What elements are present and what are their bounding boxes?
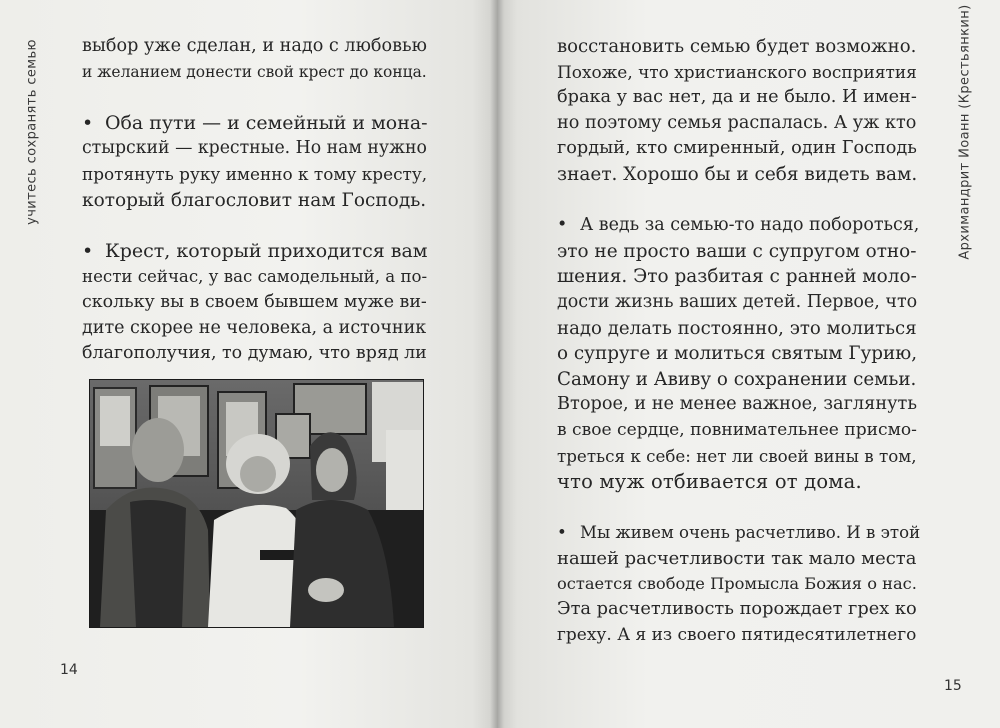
text-line xyxy=(82,136,427,162)
text-line-content: который благословит нам Господь. xyxy=(82,189,427,211)
text-line-content: Эта расчетливость порождает грех ко xyxy=(557,599,917,620)
text-line xyxy=(557,316,917,342)
text-line xyxy=(557,418,917,444)
text-line-content: шения. Это разбитая с ранней моло- xyxy=(557,266,917,288)
left-running-head: учитесь сохранять семью xyxy=(24,39,40,225)
text-line-content: дите скорее не человека, а источник xyxy=(82,317,427,338)
text-line-content: нашей расчетливости так мало места xyxy=(557,547,917,569)
text-line xyxy=(557,367,917,393)
right-page-number: 15 xyxy=(944,678,962,694)
text-line-content: гордый, кто смиренный, один Господь xyxy=(557,138,917,159)
paragraph-gap xyxy=(557,495,917,521)
text-line xyxy=(82,34,427,60)
left-page-number: 14 xyxy=(60,662,78,678)
text-line xyxy=(82,239,427,265)
text-line-content: скольку вы в своем бывшем муже ви- xyxy=(82,291,427,312)
bullet-marker: • xyxy=(82,239,94,262)
photo-illustration xyxy=(90,380,423,627)
text-line xyxy=(557,444,917,470)
text-line-content: Самону и Авиву о сохранении семьи. xyxy=(557,368,917,390)
bullet-marker: • xyxy=(557,523,567,543)
bullet-marker: • xyxy=(82,111,94,134)
photograph xyxy=(89,379,424,628)
right-running-head: Архимандрит Иоанн (Крестьянкин) xyxy=(957,4,973,260)
text-line-content: стырский — крестные. Но нам нужно xyxy=(82,138,427,159)
text-line-content: в свое сердце, повнимательнее присмо- xyxy=(557,419,917,440)
text-line xyxy=(82,60,427,86)
text-line-content: что муж отбивается от дома. xyxy=(557,470,862,494)
text-line xyxy=(557,546,917,572)
text-line xyxy=(82,188,427,214)
text-line xyxy=(557,392,917,418)
text-line xyxy=(82,341,427,367)
text-line xyxy=(557,136,917,162)
text-line xyxy=(557,213,920,239)
left-page xyxy=(0,0,497,728)
text-line-content: о супруге и молиться святым Гурию, xyxy=(557,343,918,365)
text-line-content: но поэтому семья распалась. А уж кто xyxy=(557,112,917,133)
text-line xyxy=(557,520,921,546)
text-line-content: греху. А я из своего пятидесятилетнего xyxy=(557,624,917,645)
text-line-content: брака у вас нет, да и не было. И имен- xyxy=(557,87,917,108)
text-line-content: остается свободе Промысла Божия о нас. xyxy=(557,574,917,594)
text-line-content: протянуть руку именно к тому кресту, xyxy=(82,163,428,184)
text-line-content: Крест, который приходится вам xyxy=(105,239,428,262)
text-line xyxy=(557,571,917,597)
text-line-content: Второе, и не менее важное, заглянуть xyxy=(557,394,917,415)
left-page-text xyxy=(82,34,427,367)
right-page-text xyxy=(557,34,921,648)
text-line xyxy=(82,111,427,137)
text-line xyxy=(82,316,427,342)
text-line-content: знает. Хорошо бы и себя видеть вам. xyxy=(557,163,918,185)
paragraph-gap xyxy=(557,188,917,214)
text-line-content: Похоже, что христианского восприятия xyxy=(557,61,917,82)
text-line-content: нести сейчас, у вас самодельный, а по- xyxy=(82,267,428,287)
text-line xyxy=(557,341,917,367)
text-line xyxy=(557,34,917,60)
text-line xyxy=(557,162,917,188)
text-line-content: Мы живем очень расчетливо. И в этой xyxy=(580,523,921,543)
text-line-content: дости жизнь ваших детей. Первое, что xyxy=(557,291,918,312)
text-line xyxy=(557,111,917,137)
text-line-content: треться к себе: нет ли своей вины в том, xyxy=(557,445,917,466)
text-line xyxy=(82,290,427,316)
text-line-content: восстановить семью будет возможно. xyxy=(557,36,917,57)
text-line-content: надо делать постоянно, это молиться xyxy=(557,317,917,339)
text-line xyxy=(557,239,917,265)
book-gutter xyxy=(490,0,504,728)
text-line xyxy=(82,162,427,188)
text-line xyxy=(557,290,917,316)
text-line xyxy=(557,85,917,111)
paragraph-gap xyxy=(82,85,427,111)
text-line xyxy=(557,60,917,86)
text-line-content: А ведь за семью-то надо побороться, xyxy=(580,215,920,236)
text-line-content: и желанием донести свой крест до конца. xyxy=(82,62,427,81)
text-line xyxy=(557,469,917,495)
text-line-content: это не просто ваши с супругом отно- xyxy=(557,240,917,262)
text-line-content: выбор уже сделан, и надо с любовью xyxy=(82,36,427,56)
text-line xyxy=(557,597,917,623)
text-line xyxy=(557,264,917,290)
text-line-content: благополучия, то думаю, что вряд ли xyxy=(82,343,427,364)
text-line-content: Оба пути — и семейный и мона- xyxy=(105,111,428,134)
bullet-marker: • xyxy=(557,215,568,236)
text-line xyxy=(557,623,917,649)
text-line xyxy=(82,264,427,290)
paragraph-gap xyxy=(82,213,427,239)
